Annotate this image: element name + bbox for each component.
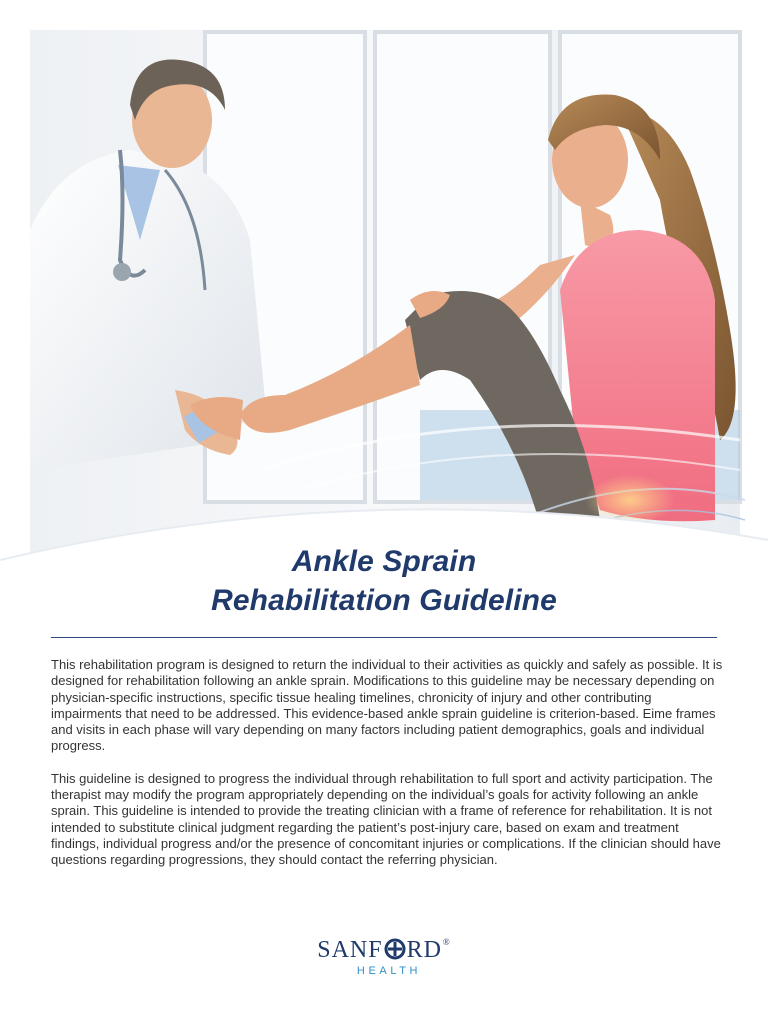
title-line-2: Rehabilitation Guideline [211, 584, 557, 617]
logo-wordmark [317, 928, 451, 964]
title-line-1: Ankle Sprain [291, 545, 477, 578]
purpose-paragraph: This guideline is designed to progress the individual through rehabilitation to full sport and activity participation. The therapist may modify the program appropriately depending on the individual’s goals for activity following an ankle sprain. This guideline is intended to provide the treating clinician with a frame of reference for rehabilitation. It is not intended to substitute clinical judgment regarding the patient’s post-injury care, based on exam and treatment findings, individual progress and/or the presence of concomitant injuries or complications. If the clinician should have questions regarding progressions, they should contact the referring physician. [51, 770, 721, 868]
logo-text-part2: RD [406, 937, 442, 963]
title-divider [51, 637, 717, 638]
logo-text-part1: SANF [317, 937, 383, 963]
logo-subtitle: HEALTH [356, 965, 422, 977]
intro-paragraph: This rehabilitation program is designed to return the individual to their activities as quickly and safely as possible. It is designed for rehabilitation following an ankle sprain. Modifications to this guideline may be necessary depending on physician-specific instructions, specific tissue healing timelines, chronicity of injury and other contributing impairments that need to be addressed. This evidence-based ankle sprain guideline is criterion-based. Eime frames and visits in each phase will vary depending on many factors including patient demographics, goals and individual progress. [51, 657, 723, 754]
sanford-health-logo [0, 928, 768, 977]
document-title [0, 542, 768, 620]
logo-o-cross-icon [384, 938, 406, 960]
registered-mark: ® [442, 937, 451, 947]
body-text [51, 657, 723, 885]
